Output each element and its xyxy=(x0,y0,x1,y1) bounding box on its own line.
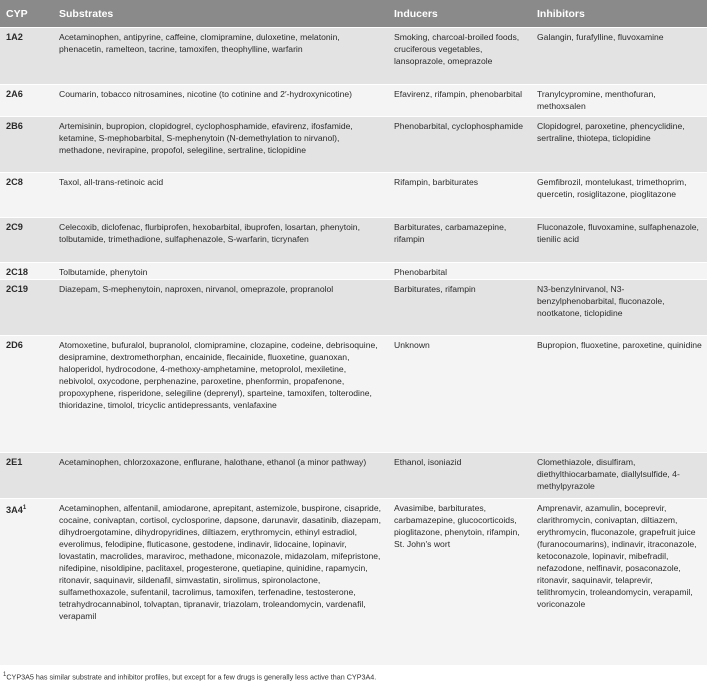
cyp-cell: 1A2 xyxy=(0,28,53,85)
header-inducers: Inducers xyxy=(388,0,531,28)
substrates-cell: Celecoxib, diclofenac, flurbiprofen, hexobarbital, ibuprofen, losartan, phenytoin, tolbutamide, trimethadione, sulfaphenazole, S-warfarin, ticrynafen xyxy=(53,218,388,263)
inhibitors-cell: Tranylcypromine, menthofuran, methoxsalen xyxy=(531,85,707,117)
table-row xyxy=(0,499,707,665)
cyp-cell: 2A6 xyxy=(0,85,53,117)
inducers-cell: Efavirenz, rifampin, phenobarbital xyxy=(388,85,531,117)
inhibitors-cell: Fluconazole, fluvoxamine, sulfaphenazole, tienilic acid xyxy=(531,218,707,263)
inducers-cell: Unknown xyxy=(388,336,531,453)
table-row xyxy=(0,28,707,85)
substrates-cell: Coumarin, tobacco nitrosamines, nicotine (to cotinine and 2′-hydroxynicotine) xyxy=(53,85,388,117)
inducers-cell: Ethanol, isoniazid xyxy=(388,453,531,499)
inhibitors-cell: Bupropion, fluoxetine, paroxetine, quinidine xyxy=(531,336,707,453)
footnote-text: CYP3A5 has similar substrate and inhibitor profiles, but except for a few drugs is generally less active than CYP3A4. xyxy=(6,672,377,682)
cyp-cell: 2C9 xyxy=(0,218,53,263)
substrates-cell: Acetaminophen, chlorzoxazone, enflurane, halothane, ethanol (a minor pathway) xyxy=(53,453,388,499)
table-row xyxy=(0,336,707,453)
footnote-mark: 1 xyxy=(3,672,7,678)
cyp-cell: 2C19 xyxy=(0,280,53,336)
inhibitors-cell: Amprenavir, azamulin, boceprevir, clarithromycin, conivaptan, diltiazem, erythromycin, fluconazole, grapefruit juice (furanocoumarins), indinavir, itraconazole, ketoconazole, lopinavir, mibefradil, nefazodone, nelfinavir, posaconazole, ritonavir, saquinavir, telaprevir, telithromycin, troleandomycin, verapamil, voriconazole xyxy=(531,499,707,665)
table-row xyxy=(0,453,707,499)
inducers-cell: Phenobarbital xyxy=(388,263,531,280)
footnote xyxy=(3,672,376,681)
cyp-cell: 2E1 xyxy=(0,453,53,499)
cyp-cell: 2C18 xyxy=(0,263,53,280)
substrates-cell: Acetaminophen, antipyrine, caffeine, clomipramine, duloxetine, melatonin, phenacetin, ramelteon, tacrine, tamoxifen, theophylline, warfarin xyxy=(53,28,388,85)
header-cyp: CYP xyxy=(0,0,53,28)
header-substrates: Substrates xyxy=(53,0,388,28)
inhibitors-cell: Clomethiazole, disulfiram, diethylthiocarbamate, diallylsulfide, 4-methylpyrazole xyxy=(531,453,707,499)
table-row xyxy=(0,218,707,263)
table-row xyxy=(0,117,707,173)
table-row xyxy=(0,263,707,280)
substrates-cell: Acetaminophen, alfentanil, amiodarone, aprepitant, astemizole, buspirone, cisapride, cocaine, conivaptan, cortisol, cyclosporine, dapsone, darunavir, dasatinib, diazepam, dihydroergotamine, dihydropyridines, diltiazem, erythromycin, ethinyl estradiol, everolimus, felodipine, fluticasone, gestodene, indinavir, lidocaine, lopinavir, lovastatin, macrolides, maraviroc, methadone, miconazole, midazolam, mifepristone, nifedipine, nisoldipine, paclitaxel, progesterone, quetiapine, quinidine, rapamycin, ritonavir, saquinavir, sildenafil, simvastatin, sirolimus, spironolactone, sulfamethoxazole, sufentanil, tacrolimus, tamoxifen, terfenadine, testosterone, tetrahydrocannabinol, tolvaptan, tipranavir, triazolam, troleandomycin, vardenafil, verapamil xyxy=(53,499,388,665)
cyp-cell: 2C8 xyxy=(0,173,53,218)
inducers-cell: Phenobarbital, cyclophosphamide xyxy=(388,117,531,173)
inhibitors-cell xyxy=(531,263,707,280)
table-row xyxy=(0,280,707,336)
substrates-cell: Tolbutamide, phenytoin xyxy=(53,263,388,280)
header-inhibitors: Inhibitors xyxy=(531,0,707,28)
inhibitors-cell: N3-benzylnirvanol, N3-benzylphenobarbital, fluconazole, nootkatone, ticlopidine xyxy=(531,280,707,336)
inhibitors-cell: Clopidogrel, paroxetine, phencyclidine, sertraline, thiotepa, ticlopidine xyxy=(531,117,707,173)
table-row xyxy=(0,85,707,117)
inducers-cell: Barbiturates, carbamazepine, rifampin xyxy=(388,218,531,263)
inducers-cell: Barbiturates, rifampin xyxy=(388,280,531,336)
substrates-cell: Artemisinin, bupropion, clopidogrel, cyclophosphamide, efavirenz, ifosfamide, ketamine, S-mephobarbital, S-mephenytoin (N-demethylation to nirvanol), methadone, nevirapine, propofol, selegiline, sertraline, ticlopidine xyxy=(53,117,388,173)
inducers-cell: Rifampin, barbiturates xyxy=(388,173,531,218)
substrates-cell: Diazepam, S-mephenytoin, naproxen, nirvanol, omeprazole, propranolol xyxy=(53,280,388,336)
footnote-marker: 1 xyxy=(22,505,27,511)
cyp-cell: 2D6 xyxy=(0,336,53,453)
inhibitors-cell: Gemfibrozil, montelukast, trimethoprim, quercetin, rosiglitazone, pioglitazone xyxy=(531,173,707,218)
inducers-cell: Avasimibe, barbiturates, carbamazepine, glucocorticoids, pioglitazone, phenytoin, rifampin, St. John's wort xyxy=(388,499,531,665)
inducers-cell: Smoking, charcoal-broiled foods, cruciferous vegetables, lansoprazole, omeprazole xyxy=(388,28,531,85)
substrates-cell: Atomoxetine, bufuralol, bupranolol, clomipramine, clozapine, codeine, debrisoquine, desipramine, dextromethorphan, encainide, flecainide, fluoxetine, guanoxan, haloperidol, hydrocodone, 4-methoxy-amphetamine, metoprolol, mexiletine, nebivolol, oxycodone, perphenazine, paroxetine, phenformin, propafenone, propoxyphene, risperidone, selegiline (deprenyl), sparteine, tamoxifen, tolterodine, thioridazine, timolol, tricyclic antidepressants, venlafaxine xyxy=(53,336,388,453)
substrates-cell: Taxol, all-trans-retinoic acid xyxy=(53,173,388,218)
cyp-cell: 2B6 xyxy=(0,117,53,173)
cyp-label: 3A4 xyxy=(6,505,23,516)
inhibitors-cell: Galangin, furafylline, fluvoxamine xyxy=(531,28,707,85)
header-row xyxy=(0,0,707,28)
table-row xyxy=(0,173,707,218)
cyp-cell xyxy=(0,499,53,665)
